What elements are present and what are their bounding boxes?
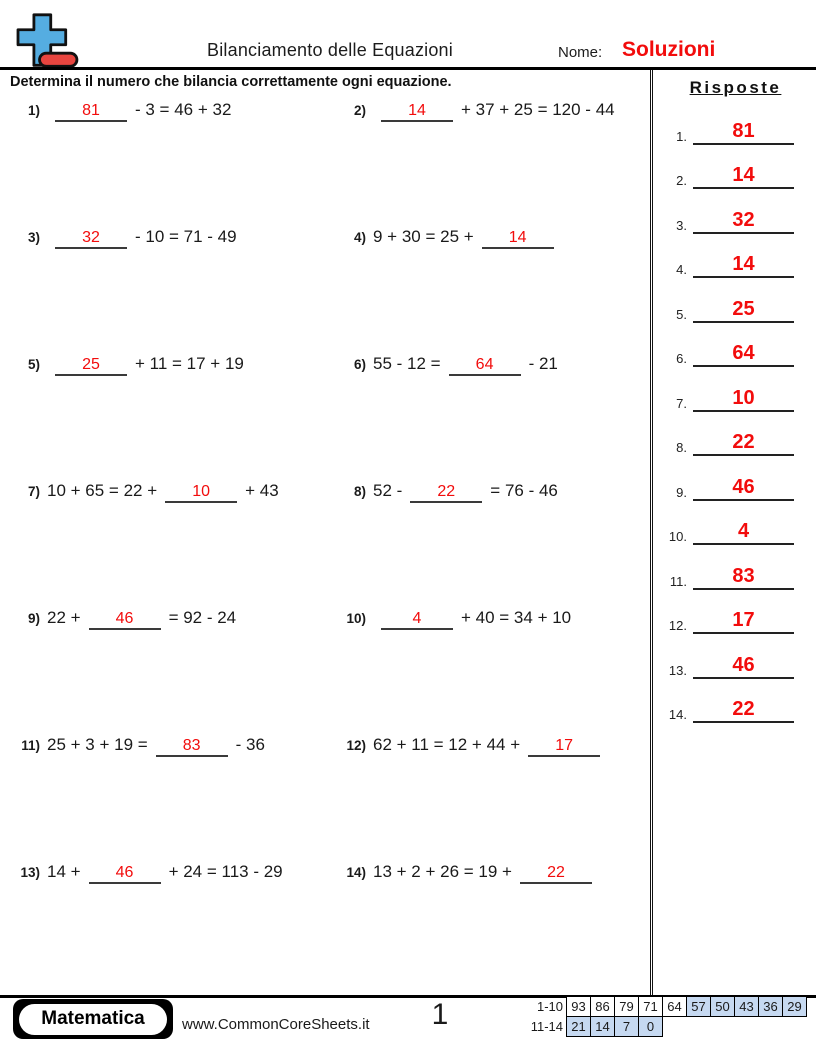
score-cell: 14: [590, 1016, 615, 1037]
score-cell: 43: [734, 996, 759, 1017]
answer-row-7: [655, 370, 816, 415]
problem-number: 8): [353, 484, 366, 499]
score-cell: 29: [782, 996, 807, 1017]
answer-blank: 22: [520, 864, 592, 884]
equation-post: + 24 = 113 - 29: [168, 862, 283, 881]
score-cell: 7: [614, 1016, 639, 1037]
equation-pre: 55 - 12 =: [373, 354, 441, 373]
score-row-1-10: [523, 996, 807, 1017]
answer-blank: 32: [55, 229, 127, 249]
name-value: Soluzioni: [622, 38, 716, 61]
score-cell: 79: [614, 996, 639, 1017]
answer-label: 3.: [676, 217, 687, 233]
answer-row-1: [655, 103, 816, 148]
equation-pre: 14 +: [47, 862, 81, 881]
problem-number: 12): [346, 738, 366, 753]
problem-number: 2): [353, 103, 366, 118]
answer-value: 14: [693, 253, 794, 278]
equation-pre: 22 +: [47, 608, 81, 627]
score-cell: 21: [566, 1016, 591, 1037]
page-number: 1: [431, 998, 449, 1031]
answer-row-10: [655, 504, 816, 549]
brand-name: Matematica: [19, 1004, 167, 1035]
answer-blank: 64: [449, 356, 521, 376]
answer-row-13: [655, 637, 816, 682]
score-cell: 93: [566, 996, 591, 1017]
answer-label: 13.: [668, 662, 687, 678]
problem-number: 10): [346, 611, 366, 626]
answer-blank: 46: [89, 864, 161, 884]
score-cell: 0: [638, 1016, 663, 1037]
answer-row-4: [655, 237, 816, 282]
equation-post: + 40 = 34 + 10: [461, 608, 572, 627]
equation-post: - 36: [235, 735, 265, 754]
problem-number: 14): [346, 865, 366, 880]
equation-post: - 10 = 71 - 49: [135, 227, 237, 246]
answer-row-2: [655, 148, 816, 193]
equation-post: + 43: [245, 481, 279, 500]
answer-label: 2.: [676, 173, 687, 188]
answers-panel: [655, 70, 816, 995]
answer-label: 4.: [676, 262, 687, 277]
answer-value: 22: [693, 431, 794, 456]
answer-blank: 14: [381, 102, 453, 122]
answer-value: 10: [693, 387, 794, 412]
problem-3: [0, 227, 326, 354]
equation-pre: 9 + 30 = 25 +: [373, 227, 474, 246]
answer-label: 1.: [676, 128, 687, 144]
problems-grid: [0, 70, 650, 995]
answer-row-12: [655, 593, 816, 638]
answer-row-6: [655, 326, 816, 371]
answer-row-8: [655, 415, 816, 460]
answer-blank: 22: [410, 483, 482, 503]
answers-divider: [650, 70, 653, 997]
answer-blank: 81: [55, 102, 127, 122]
answer-value: 46: [693, 476, 794, 501]
problem-number: 9): [27, 611, 40, 626]
answers-title: Risposte: [689, 78, 782, 97]
answer-label: 8.: [676, 440, 687, 455]
answer-value: 14: [693, 164, 794, 189]
page-title: Bilanciamento delle Equazioni: [207, 40, 453, 60]
problem-4: [326, 227, 650, 354]
problem-number: 13): [20, 865, 40, 880]
problem-14: [326, 862, 650, 989]
answer-blank: 46: [89, 610, 161, 630]
problem-number: 4): [353, 230, 366, 245]
equation-pre: 25 + 3 + 19 =: [47, 735, 148, 754]
problem-number: 7): [27, 484, 40, 499]
problem-12: [326, 735, 650, 862]
equation-pre: 62 + 11 = 12 + 44 +: [373, 735, 521, 754]
answer-row-9: [655, 459, 816, 504]
answer-value: 81: [693, 120, 794, 145]
problem-11: [0, 735, 326, 862]
score-cell: 50: [710, 996, 735, 1017]
website-url: www.CommonCoreSheets.it: [182, 1016, 370, 1033]
problem-5: [0, 354, 326, 481]
equation-post: - 3 = 46 + 32: [135, 100, 232, 119]
answer-row-14: [655, 682, 816, 727]
equation-pre: 13 + 2 + 26 = 19 +: [373, 862, 512, 881]
problem-2: [326, 100, 650, 227]
answer-value: 25: [693, 298, 794, 323]
answer-blank: 17: [528, 737, 600, 757]
score-cell: 71: [638, 996, 663, 1017]
equation-post: = 92 - 24: [168, 608, 237, 627]
problem-8: [326, 481, 650, 608]
problem-number: 1): [27, 103, 40, 118]
answer-row-11: [655, 548, 816, 593]
answer-row-5: [655, 281, 816, 326]
answer-blank: 83: [156, 737, 228, 757]
answer-blank: 25: [55, 356, 127, 376]
answer-value: 32: [693, 209, 794, 234]
answer-label: 14.: [668, 707, 687, 722]
problem-number: 11): [21, 738, 40, 753]
problem-6: [326, 354, 650, 481]
name-label: Nome:: [558, 44, 603, 61]
problem-7: [0, 481, 326, 608]
score-row-label: 1-10: [536, 999, 563, 1014]
score-cell: 57: [686, 996, 711, 1017]
equation-pre: 10 + 65 = 22 +: [47, 481, 158, 500]
answer-label: 11.: [669, 573, 687, 589]
equation-pre: 52 -: [373, 481, 403, 500]
answer-value: 4: [693, 520, 794, 545]
answer-label: 9.: [676, 484, 687, 500]
answer-value: 64: [693, 342, 794, 367]
problem-number: 6): [353, 357, 366, 372]
equation-post: + 37 + 25 = 120 - 44: [461, 100, 615, 119]
problem-9: [0, 608, 326, 735]
answers-list: [655, 103, 816, 726]
score-table: [523, 996, 807, 1037]
score-row-11-14: [523, 1016, 807, 1037]
equation-post: + 11 = 17 + 19: [135, 354, 244, 373]
answer-value: 46: [693, 654, 794, 679]
problem-13: [0, 862, 326, 989]
answer-label: 10.: [668, 529, 687, 544]
equation-post: = 76 - 46: [490, 481, 558, 500]
problem-number: 3): [27, 230, 40, 245]
answer-row-3: [655, 192, 816, 237]
score-cell: 64: [662, 996, 687, 1017]
answer-value: 83: [693, 565, 794, 590]
answer-label: 12.: [668, 618, 687, 633]
logo-svg: [14, 12, 80, 70]
instruction-text: Determina il numero che bilancia correttamente ogni equazione.: [10, 74, 452, 90]
answer-value: 17: [693, 609, 794, 634]
answer-label: 7.: [676, 395, 687, 411]
brand-badge: [13, 999, 173, 1039]
answer-value: 22: [693, 698, 794, 723]
answer-blank: 10: [165, 483, 237, 503]
problem-number: 5): [27, 357, 40, 372]
answer-label: 6.: [676, 351, 687, 366]
score-row-label: 11-14: [530, 1019, 563, 1034]
equation-post: - 21: [528, 354, 558, 373]
problem-10: [326, 608, 650, 735]
problem-1: [0, 100, 326, 227]
answer-blank: 4: [381, 610, 453, 630]
score-cell: 36: [758, 996, 783, 1017]
answer-blank: 14: [482, 229, 554, 249]
plus-minus-logo-icon: [14, 12, 80, 70]
score-cell: 86: [590, 996, 615, 1017]
answer-label: 5.: [676, 306, 687, 322]
